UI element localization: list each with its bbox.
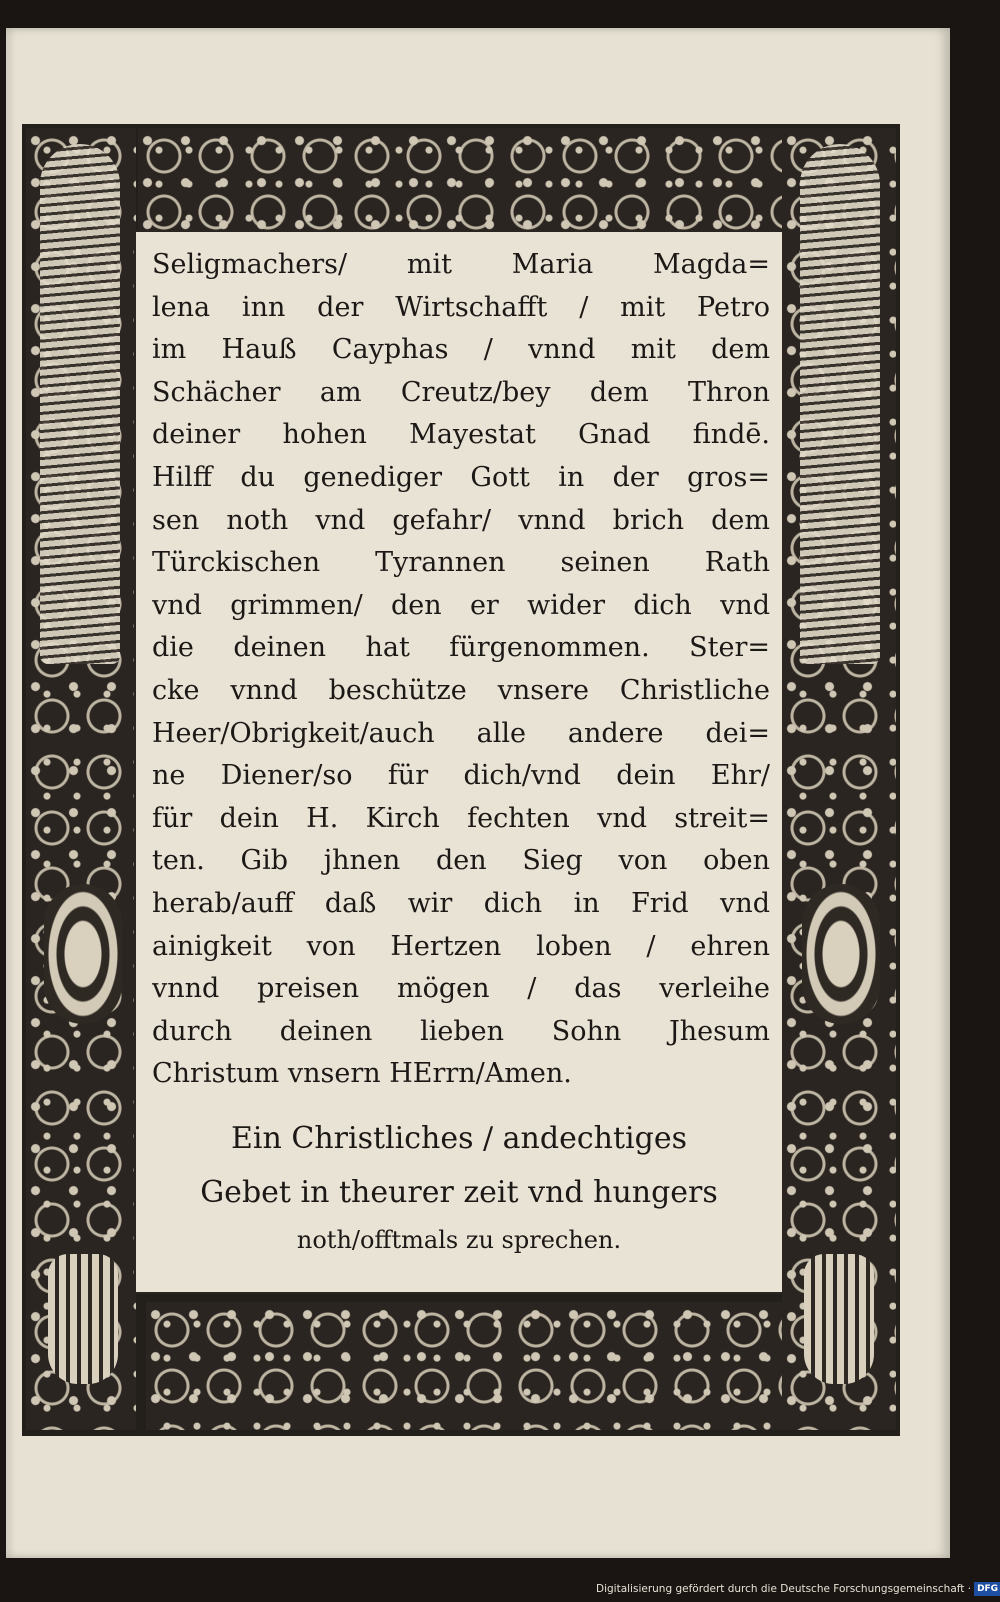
text-line: vnd grimmen/ den er wider dich vnd bbox=[152, 589, 770, 621]
text-line: Seligmachers/ mit Maria Magda= bbox=[152, 249, 770, 280]
text-line: Heer/Obrigkeit/auch alle andere dei= bbox=[152, 717, 770, 749]
text-line: Türckischen Tyrannen seinen Rath bbox=[152, 547, 770, 579]
text-line: cke vnnd beschütze vnsere Christliche bbox=[152, 674, 770, 706]
text-line: durch deinen lieben Sohn Jhesum bbox=[152, 1015, 770, 1047]
text-panel bbox=[136, 232, 782, 1292]
text-line: die deinen hat fürgenommen. Ster= bbox=[152, 632, 770, 664]
text-line: deiner hohen Mayestat Gnad findē. bbox=[152, 419, 770, 451]
text-line: ainigkeit von Hertzen loben / ehren bbox=[152, 930, 770, 962]
border-bottom-ornament bbox=[146, 1302, 792, 1430]
text-line: ne Diener/so für dich/vnd dein Ehr/ bbox=[152, 760, 770, 792]
text-line: vnnd preisen mögen / das verleihe bbox=[152, 973, 770, 1005]
credit-text: Digitalisierung gefördert durch die Deutsche Forschungsgemeinschaft · bbox=[596, 1583, 972, 1595]
text-line: Christum vnsern HErrn/Amen. bbox=[152, 1058, 572, 1090]
book-page bbox=[6, 28, 950, 1558]
right-vase-ornament bbox=[804, 1254, 874, 1384]
right-medallion-ornament bbox=[802, 884, 880, 1024]
left-vase-ornament bbox=[48, 1254, 118, 1384]
text-line: Schächer am Creutz/bey dem Thron bbox=[152, 376, 770, 408]
left-figure-illustration bbox=[40, 144, 120, 664]
digitization-credit bbox=[596, 1576, 1000, 1602]
text-line: Hilff du genediger Gott in der gros= bbox=[152, 461, 770, 493]
text-line: herab/auff daß wir dich in Frid vnd bbox=[152, 887, 770, 919]
text-line: für dein H. Kirch fechten vnd streit= bbox=[152, 802, 770, 834]
text-line: ten. Gib jhnen den Sieg von oben bbox=[152, 845, 770, 877]
prayer-body-text bbox=[152, 244, 770, 1096]
left-medallion-ornament bbox=[44, 884, 122, 1024]
right-figure-illustration bbox=[800, 144, 880, 664]
heading-line-small: noth/offtmals zu sprechen. bbox=[296, 1226, 622, 1254]
heading-line: Ein Christliches / andechtiges bbox=[231, 1121, 687, 1156]
heading-line: Gebet in theurer zeit vnd hungers bbox=[200, 1175, 718, 1210]
text-line: lena inn der Wirtschafft / mit Petro bbox=[152, 291, 770, 323]
border-top-ornament bbox=[138, 128, 784, 232]
woodcut-border bbox=[22, 124, 900, 1436]
prayer-heading bbox=[136, 1112, 782, 1260]
text-line: im Hauß Cayphas / vnnd mit dem bbox=[152, 334, 770, 366]
text-line: sen noth vnd gefahr/ vnnd brich dem bbox=[152, 504, 770, 536]
dfg-logo: DFG bbox=[974, 1582, 1000, 1596]
